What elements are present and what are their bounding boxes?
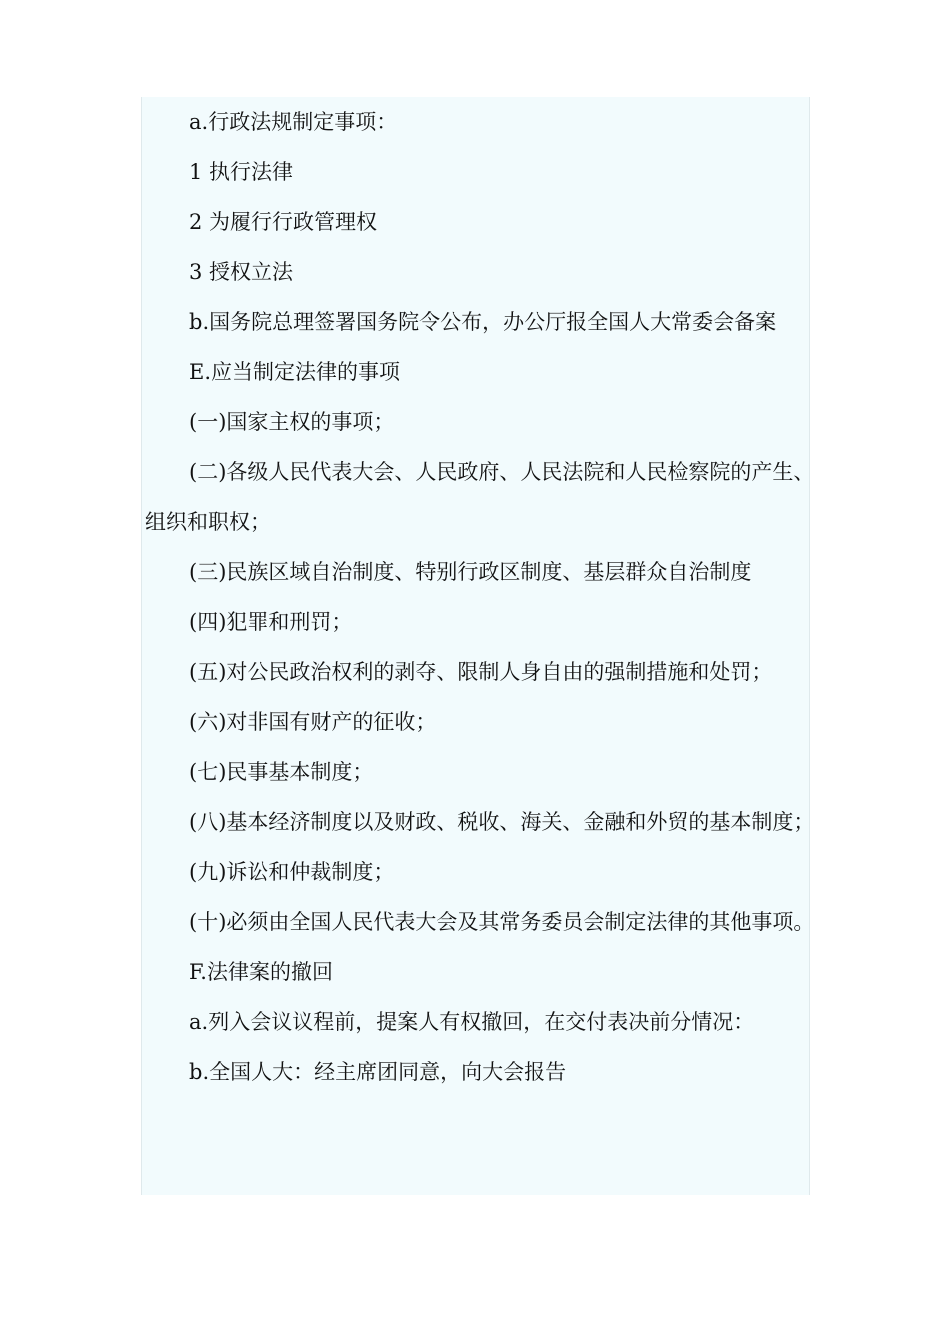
text-line: (六)对非国有财产的征收； bbox=[189, 710, 437, 734]
text-line: (三)民族区域自治制度、特别行政区制度、基层群众自治制度 bbox=[189, 560, 752, 584]
document-body bbox=[145, 97, 821, 1097]
text-line: 2 为履行行政管理权 bbox=[189, 210, 378, 234]
text-line: 1 执行法律 bbox=[189, 160, 294, 184]
text-line: b.全国人大：经主席团同意，向大会报告 bbox=[189, 1060, 567, 1084]
text-line: (九)诉讼和仲裁制度； bbox=[189, 860, 395, 884]
text-line: b.国务院总理签署国务院令公布，办公厅报全国人大常委会备案 bbox=[189, 310, 777, 334]
text-line: a.行政法规制定事项： bbox=[189, 110, 398, 134]
text-line: E.应当制定法律的事项 bbox=[189, 360, 401, 384]
text-line: (四)犯罪和刑罚； bbox=[189, 610, 353, 634]
text-line: (五)对公民政治权利的剥夺、限制人身自由的强制措施和处罚； bbox=[189, 660, 773, 684]
text-line: (二)各级人民代表大会、人民政府、人民法院和人民检察院的产生、组织和职权； bbox=[145, 460, 815, 534]
text-line: (一)国家主权的事项； bbox=[189, 410, 395, 434]
text-line: (七)民事基本制度； bbox=[189, 760, 374, 784]
text-line: 3 授权立法 bbox=[189, 260, 294, 284]
text-line: (十)必须由全国人民代表大会及其常务委员会制定法律的其他事项。 bbox=[189, 910, 815, 934]
text-line: a.列入会议议程前，提案人有权撤回，在交付表决前分情况： bbox=[189, 1010, 755, 1034]
text-line: F.法律案的撤回 bbox=[189, 960, 333, 984]
text-line: (八)基本经济制度以及财政、税收、海关、金融和外贸的基本制度； bbox=[189, 810, 815, 834]
